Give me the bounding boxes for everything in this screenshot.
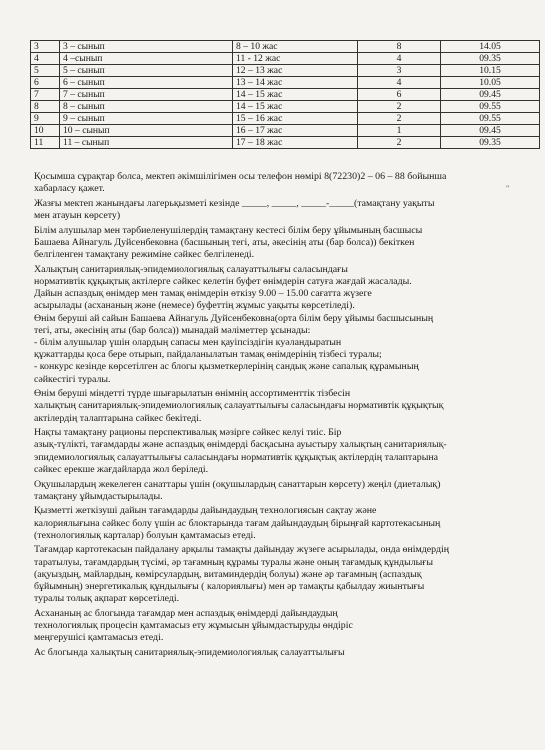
age-cell: 8 – 10 жас (233, 41, 358, 53)
class-name-cell: 5 – сынып (60, 65, 233, 77)
table-row (31, 101, 540, 113)
age-cell: 13 – 14 жас (233, 77, 358, 89)
count-cell: 1 (358, 125, 441, 137)
text-line: Асхананың ас блогында тағамдар мен аспаздық өнімдерді дайындаудың (34, 607, 338, 619)
document-text (34, 171, 524, 659)
class-name-cell: 9 – сынып (60, 113, 233, 125)
text-line: таратылуы, тағамдардың түсімі, әр тағамның құрамы туралы және оның тағамдық құндылығы (34, 556, 433, 568)
time-cell: 09.45 (441, 89, 540, 101)
age-cell: 11 - 12 жас (233, 53, 358, 65)
time-cell: 14.05 (441, 41, 540, 53)
text-line: тамақтану ұйымдастырылады. (34, 490, 163, 502)
count-cell: 6 (358, 89, 441, 101)
text-line: эпидемиологиялық салауаттылығы саласындағы нормативтік құқықтық актілердің талаптарына (34, 451, 438, 463)
table-row (31, 77, 540, 89)
table-row (31, 53, 540, 65)
text-line: Білім алушылар мен тәрбиеленушілердің тамақтану кестесі білім беру ұйымының басшысы (34, 224, 423, 236)
text-line: Оқушылардың жекелеген санаттары үшін (оқушылардың санаттарын көрсету) жеңіл (диеталық) (34, 478, 441, 490)
table-row (31, 41, 540, 53)
text-line: меңгерушісі қамтамасыз етеді. (34, 632, 164, 644)
text-line: калориялығына сәйкес болу үшін ас блоктарында тағам дайындаудың бірыңғай картотекасының (34, 517, 441, 529)
class-name-cell: 10 – сынып (60, 125, 233, 137)
table-row (31, 137, 540, 149)
age-cell: 17 – 18 жас (233, 137, 358, 149)
text-line: Қосымша сұрақтар болса, мектеп әкімшілігімен осы телефон нөмірі 8(72230)2 – 06 – 88 бойынша (34, 171, 447, 182)
count-cell: 2 (358, 113, 441, 125)
class-name-cell: 6 – сынып (60, 77, 233, 89)
count-cell: 2 (358, 137, 441, 149)
age-cell: 14 – 15 жас (233, 89, 358, 101)
margin-mark: " (506, 184, 510, 193)
text-line: бұйымның) энергетикалық құндылығы ( калориялығы) мен әр тамақты қабылдау жиынтығы (34, 581, 425, 592)
row-number-cell: 5 (31, 65, 60, 77)
table-row (31, 89, 540, 101)
text-line: Өнім беруші ай сайын Башаева Айнагуль Дуйсенбековна(орта білім беру ұйымы басшысының (34, 312, 434, 324)
row-number-cell: 8 (31, 101, 60, 113)
text-line: Өнім беруші міндетті түрде шығарылатын өнімнің ассортименттік тізбесін (34, 388, 351, 400)
time-cell: 09.45 (441, 125, 540, 137)
time-cell: 09.55 (441, 113, 540, 125)
time-cell: 09.55 (441, 101, 540, 113)
text-line: сәйкес ерекше жағдайларда жол беріледі. (34, 463, 209, 475)
row-number-cell: 10 (31, 125, 60, 137)
age-cell: 12 – 13 жас (233, 65, 358, 77)
row-number-cell: 9 (31, 113, 60, 125)
text-line: Қызметті жеткізуші дайын тағамдарды дайындаудың технологиясын сақтау және (34, 505, 377, 517)
class-schedule-table (30, 40, 540, 149)
age-cell: 16 – 17 жас (233, 125, 358, 137)
time-cell: 10.05 (441, 77, 540, 89)
text-line: азық-түлікті, тағамдарды және аспаздық өнімдерді басқасына ауыстыру халықтың санитариялық- (34, 439, 447, 451)
class-name-cell: 7 – сынып (60, 89, 233, 101)
class-schedule-body (31, 41, 540, 149)
text-line: халықтың санитариялық-эпидемиологиялық салауаттылығы саласындағы нормативтік құқықтық (34, 400, 444, 412)
row-number-cell: 7 (31, 89, 60, 101)
time-cell: 09.35 (441, 53, 540, 65)
table-row (31, 65, 540, 77)
text-line: - конкурс кезінде көрсетілген ас блогы қызметкерлерінің сандық және сапалық құрамының (34, 361, 419, 373)
time-cell: 10.15 (441, 65, 540, 77)
text-line: асырылады (асхананың және (немесе) буфеттің жұмыс уақыты көрсетіледі). (34, 300, 355, 312)
age-cell: 15 – 16 жас (233, 113, 358, 125)
text-line: хабарласу қажет. (34, 183, 105, 195)
text-line: Ас блогында халықтың санитариялық-эпидемиологиялық салауаттылығы (34, 646, 345, 658)
text-line: (ақуыздың, майлардың, көмірсулардың, витаминдердің болуы) және әр тағамның (аспаздық (34, 568, 422, 580)
table-row (31, 125, 540, 137)
count-cell: 2 (358, 101, 441, 113)
text-line: құжаттарды қоса бере отырып, пайдаланылатын тамақ өнімдерінің тізбесі туралы; (34, 349, 382, 361)
text-line: Жазғы мектеп жанындағы лагерьқызметі кезінде _____, _____, _____-_____(тамақтану уақыты (34, 197, 435, 209)
text-line: Халықтың санитариялық-эпидемиологиялық салауаттылығы саласындағы (34, 263, 348, 275)
table-row (31, 113, 540, 125)
text-line: - білім алушылар үшін олардың сапасы мен қауіпсіздігін куәландыратын (34, 336, 342, 348)
class-name-cell: 3 – сынып (60, 41, 233, 53)
class-name-cell: 11 – сынып (60, 137, 233, 149)
text-line: Нақты тамақтану рационы перспективалық мәзірге сәйкес келуі тиіс. Бір (34, 427, 342, 439)
class-name-cell: 8 – сынып (60, 101, 233, 113)
row-number-cell: 6 (31, 77, 60, 89)
text-line: технологиялық процесін қамтамасыз ету жұмысын ұйымдастыруды өндіріс (34, 620, 353, 632)
row-number-cell: 11 (31, 137, 60, 149)
text-line: актілердің талаптарына сәйкес бекітеді. (34, 412, 202, 424)
time-cell: 09.35 (441, 137, 540, 149)
row-number-cell: 3 (31, 41, 60, 53)
text-line: туралы толық ақпарат көрсетіледі. (34, 593, 180, 605)
text-line: нормативтік құқықтық актілерге сәйкес келетін буфет өнімдерін сатуға жағдай жасалады. (34, 276, 412, 287)
count-cell: 4 (358, 53, 441, 65)
text-line: белгіленген тамақтану режиміне сәйкес белгіленеді. (34, 249, 255, 261)
text-line: сәйкестігі туралы. (34, 373, 111, 385)
age-cell: 14 – 15 жас (233, 101, 358, 113)
text-line: Дайын аспаздық өнімдер мен тамақ өнімдерін өткізу 9.00 – 15.00 сағатта жүзеге (34, 288, 372, 300)
text-line: Башаева Айнагуль Дуйсенбековна (басшының тегі, аты, әкесінің аты (бар болса)) бекіткен (34, 236, 415, 248)
class-name-cell: 4 –сынып (60, 53, 233, 65)
count-cell: 4 (358, 77, 441, 89)
row-number-cell: 4 (31, 53, 60, 65)
count-cell: 3 (358, 65, 441, 77)
text-line: Тағамдар картотекасын пайдалану арқылы тамақты дайындау жүзеге асырылады, онда өнімдердің (34, 544, 450, 556)
text-line: тегі, аты, әкесінің аты (бар болса)) мынадай мәліметтер ұсынады: (34, 324, 311, 336)
count-cell: 8 (358, 41, 441, 53)
text-line: мен атауын көрсету) (34, 210, 121, 222)
text-line: (технологиялық карталар) болуын қамтамасыз етеді. (34, 529, 256, 541)
